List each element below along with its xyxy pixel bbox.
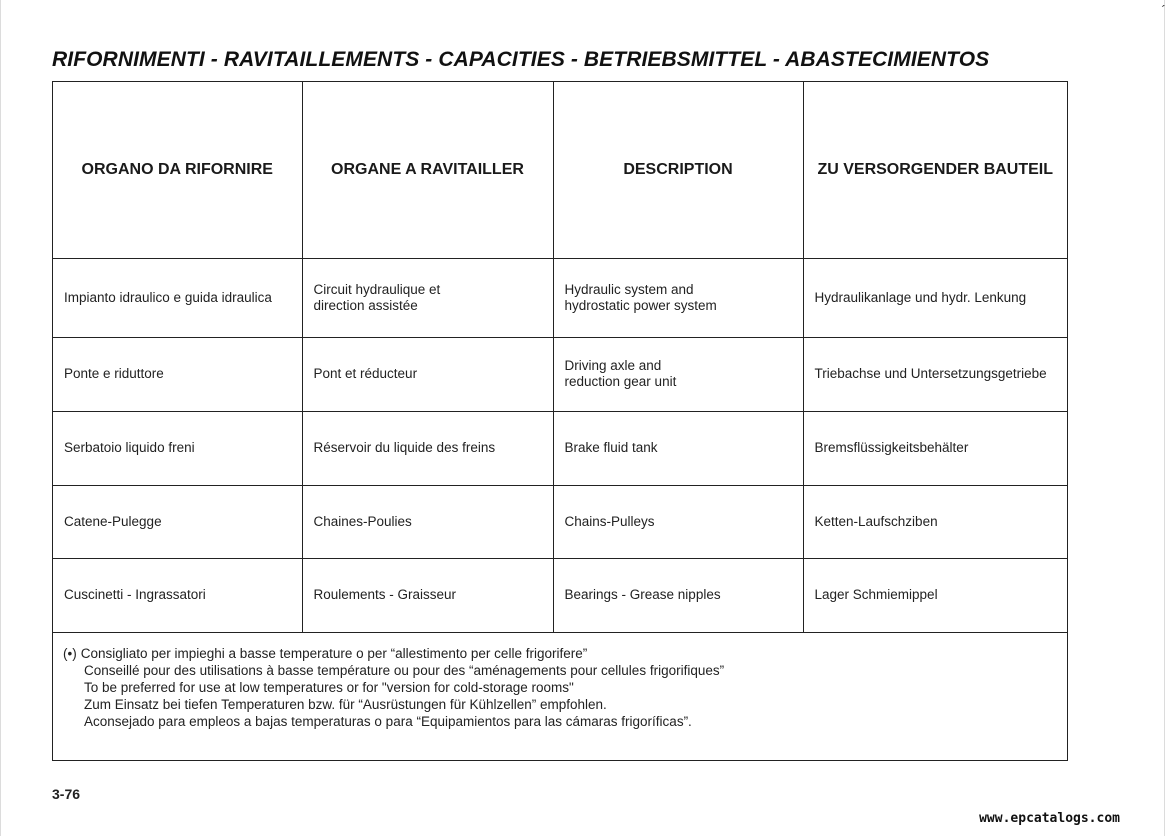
cell-text: Cuscinetti - Ingrassatori <box>64 587 206 602</box>
table-cell-french <box>302 558 553 632</box>
cell-text: Serbatoio liquido freni <box>64 440 195 455</box>
header-organo-da-rifornire: ORGANO DA RIFORNIRE <box>53 82 302 258</box>
footnote-text-italian: Consigliato per impieghi a basse temperature o per “allestimento per celle frigorifere” <box>80 646 588 661</box>
page-title: RIFORNIMENTI - RAVITAILLEMENTS - CAPACITIES - BETRIEBSMITTEL - ABASTECIMIENTOS <box>52 48 990 71</box>
cell-text: Triebachse und Untersetzungsgetriebe <box>814 366 1047 381</box>
cell-text: Brake fluid tank <box>564 440 658 455</box>
table-cell-german <box>803 485 1067 558</box>
page-number: 3-76 <box>52 786 81 802</box>
footnote-text-french: Conseillé pour des utilisations à basse température ou pour des “aménagements pour cellules frigorifiques” <box>84 663 725 678</box>
corner-mark: ´ <box>1161 2 1166 18</box>
cell-text: Roulements - Graisseur <box>313 587 457 602</box>
footnote-block <box>63 645 1053 730</box>
footnote-text-german: Zum Einsatz bei tiefen Temperaturen bzw. für “Ausrüstungen für Kühlzellen” empfohlen. <box>84 697 607 712</box>
cell-text: Réservoir du liquide des freins <box>313 440 496 455</box>
table-cell-french <box>302 485 553 558</box>
capacities-table <box>53 82 1067 633</box>
table-cell-english <box>553 337 803 411</box>
table-cell-german <box>803 558 1067 632</box>
cell-text: Bearings - Grease nipples <box>564 587 721 602</box>
table-cell-english <box>553 485 803 558</box>
header-zu-versorgender-bauteil: ZU VERSORGENDER BAUTEIL <box>803 82 1067 258</box>
table-cell-italian <box>53 558 302 632</box>
table-cell-english <box>553 558 803 632</box>
table-row <box>53 411 1067 485</box>
cell-text: Lager Schmiemippel <box>814 587 938 602</box>
footnote-line <box>63 645 1053 662</box>
table-cell-english <box>553 258 803 337</box>
table-cell-italian <box>53 411 302 485</box>
cell-text: Chains-Pulleys <box>564 513 655 529</box>
cell-text: Catene-Pulegge <box>64 513 162 529</box>
cell-text: Driving axle and reduction gear unit <box>564 358 677 389</box>
cell-text: Impianto idraulico e guida idraulica <box>64 289 272 305</box>
footnote-marker: (•) <box>63 646 77 661</box>
cell-text: Bremsflüssigkeitsbehälter <box>814 440 969 455</box>
footnote-text-spanish: Aconsejado para empleos a bajas temperaturas o para “Equipamientos para las cámaras frigoríficas”. <box>84 714 692 729</box>
table-cell-italian <box>53 485 302 558</box>
table-cell-german <box>803 411 1067 485</box>
table-cell-french <box>302 337 553 411</box>
table-cell-french <box>302 411 553 485</box>
table-cell-italian <box>53 258 302 337</box>
footnote-text-english: To be preferred for use at low temperatures or for "version for cold-storage rooms" <box>84 680 574 695</box>
table-cell-french <box>302 258 553 337</box>
cell-text: Hydraulikanlage und hydr. Lenkung <box>814 289 1027 305</box>
cell-text: Ketten-Laufschziben <box>814 513 938 529</box>
table-cell-german <box>803 337 1067 411</box>
cell-text: Pont et réducteur <box>313 366 418 381</box>
cell-text: Hydraulic system and hydrostatic power system <box>564 281 717 313</box>
table-row <box>53 558 1067 632</box>
table-cell-italian <box>53 337 302 411</box>
table-row <box>53 337 1067 411</box>
header-description: DESCRIPTION <box>553 82 803 258</box>
header-organe-a-ravitailler: ORGANE A RAVITAILLER <box>302 82 553 258</box>
table-cell-german <box>803 258 1067 337</box>
table-row <box>53 258 1067 337</box>
capacities-table-frame <box>52 81 1068 761</box>
table-header-row <box>53 82 1067 258</box>
cell-text: Circuit hydraulique et direction assistée <box>313 281 441 313</box>
watermark: www.epcatalogs.com <box>979 811 1120 826</box>
table-row <box>53 485 1067 558</box>
cell-text: Ponte e riduttore <box>64 366 164 381</box>
cell-text: Chaines-Poulies <box>313 513 412 529</box>
table-cell-english <box>553 411 803 485</box>
